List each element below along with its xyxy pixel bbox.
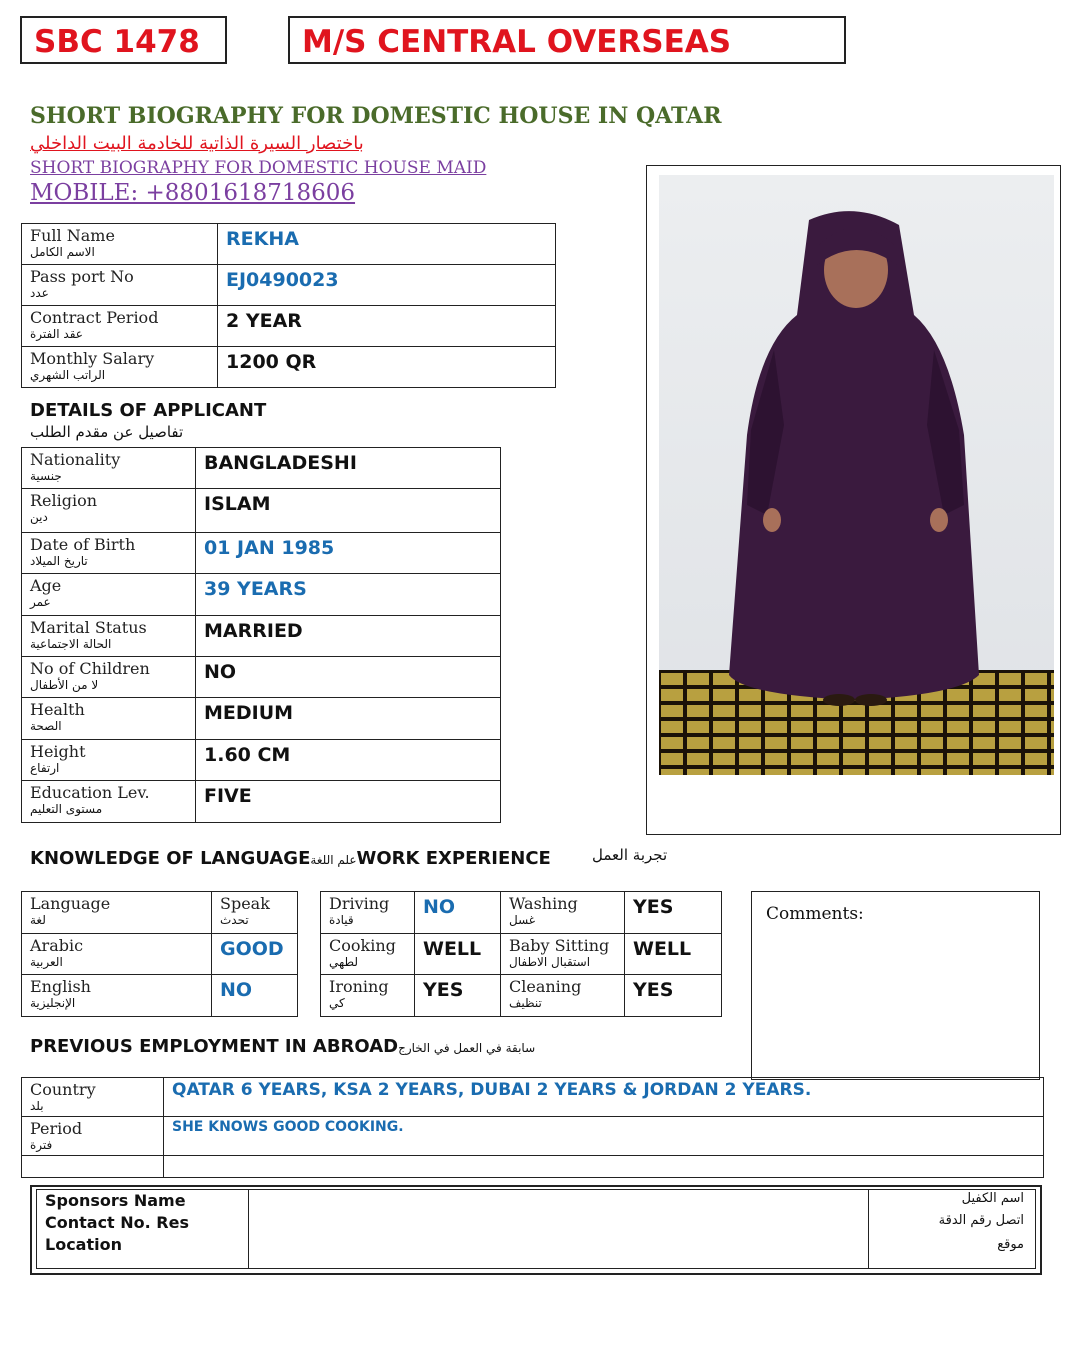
sponsor-input-area[interactable] — [250, 1191, 866, 1267]
knowledge-heading-ar: علم اللغة — [310, 853, 357, 867]
previous-employment-table — [21, 1077, 1044, 1178]
detail-label-ar: مستوى التعليم — [30, 802, 103, 816]
work-skill-label-ar: كي — [329, 996, 345, 1010]
applicant-photo — [659, 175, 1054, 775]
language-label: English — [30, 977, 91, 996]
contract-value: REKHA — [218, 224, 556, 265]
work-skill-label-ar: قيادة — [329, 913, 354, 927]
empty-row — [22, 1156, 1044, 1178]
location-label: Location — [45, 1235, 122, 1254]
detail-label: No of Children — [30, 659, 150, 678]
detail-label: Height — [30, 742, 86, 761]
country-row — [22, 1078, 1044, 1117]
reference-code: SBC 1478 — [34, 24, 200, 60]
speak-header-label: Speak — [220, 894, 270, 913]
agency-name-box — [288, 16, 846, 64]
language-header-row — [22, 892, 298, 934]
contract-value: 2 YEAR — [218, 306, 556, 347]
mobile-number: MOBILE: +8801618718606 — [30, 180, 356, 206]
detail-label-ar: الحالة الاجتماعية — [30, 637, 112, 651]
work-skill-label: Baby Sitting — [509, 936, 610, 955]
country-label-ar: بلد — [30, 1099, 44, 1113]
detail-label-ar: دين — [30, 510, 48, 524]
detail-row — [22, 698, 501, 740]
contract-label-ar: الراتب الشهري — [30, 368, 106, 382]
work-skill-value: WELL — [415, 934, 501, 975]
work-skill-label: Washing — [509, 894, 578, 913]
comments-label: Comments: — [766, 904, 864, 924]
detail-label: Health — [30, 700, 85, 719]
contract-row — [22, 265, 556, 306]
previous-employment-heading — [30, 1036, 535, 1057]
detail-label: Education Lev. — [30, 783, 150, 802]
detail-label-ar: تاريخ الميلاد — [30, 554, 88, 568]
knowledge-heading — [30, 848, 551, 869]
language-row-arabic — [22, 934, 298, 975]
period-value: SHE KNOWS GOOD COOKING. — [164, 1117, 1044, 1156]
work-heading-en: WORK EXPERIENCE — [356, 848, 551, 869]
previous-employment-heading-en: PREVIOUS EMPLOYMENT IN ABROAD — [30, 1036, 399, 1057]
detail-label-ar: ارتفاع — [30, 761, 60, 775]
contract-label-ar: عقد الفترة — [30, 327, 83, 341]
work-heading-arabic: تجربة العمل — [592, 846, 668, 864]
language-row-english — [22, 975, 298, 1017]
detail-label-ar: جنسية — [30, 469, 62, 483]
work-row — [321, 975, 722, 1017]
detail-value: 1.60 CM — [196, 740, 501, 781]
contact-label-ar: اتصل رقم الدقة — [938, 1213, 1024, 1228]
contract-label-ar: الاسم الكامل — [30, 245, 95, 259]
contract-value: EJ0490023 — [218, 265, 556, 306]
speak-header-label-ar: تحدث — [220, 913, 249, 927]
work-skill-label: Ironing — [329, 977, 389, 996]
detail-value: MEDIUM — [196, 698, 501, 740]
page-title: SHORT BIOGRAPHY FOR DOMESTIC HOUSE IN QATAR — [30, 103, 722, 129]
contract-row — [22, 347, 556, 388]
work-skill-value: NO — [415, 892, 501, 934]
contract-value: 1200 QR — [218, 347, 556, 388]
language-value: GOOD — [212, 934, 298, 975]
language-label: Arabic — [30, 936, 84, 955]
work-skill-label-ar: استقبال الاطفال — [509, 955, 591, 969]
detail-label: Religion — [30, 491, 98, 510]
period-label-ar: فترة — [30, 1138, 53, 1152]
sponsor-divider-left — [248, 1189, 249, 1269]
work-skill-label: Cooking — [329, 936, 396, 955]
work-row — [321, 934, 722, 975]
detail-value: 01 JAN 1985 — [196, 533, 501, 574]
detail-row — [22, 740, 501, 781]
work-skill-label-ar: تنظيف — [509, 996, 542, 1010]
detail-value: MARRIED — [196, 616, 501, 657]
work-row — [321, 892, 722, 934]
detail-label: Date of Birth — [30, 535, 136, 554]
comments-box[interactable] — [751, 891, 1040, 1080]
detail-row — [22, 489, 501, 533]
period-row — [22, 1117, 1044, 1156]
contact-label: Contact No. Res — [45, 1213, 189, 1232]
page-title-arabic: باختصار السيرة الذاتية للخادمة البيت الداخلي — [30, 133, 364, 154]
language-value: NO — [212, 975, 298, 1017]
detail-value: ISLAM — [196, 489, 501, 533]
work-skill-value: YES — [625, 892, 722, 934]
country-value: QATAR 6 YEARS, KSA 2 YEARS, DUBAI 2 YEARS & JORDAN 2 YEARS. — [164, 1078, 1044, 1117]
contract-label-ar: عدد — [30, 286, 49, 300]
contract-label: Pass port No — [30, 267, 134, 286]
detail-row — [22, 448, 501, 489]
language-label-ar: العربية — [30, 955, 63, 969]
work-skill-value: YES — [625, 975, 722, 1017]
work-skill-value: WELL — [625, 934, 722, 975]
details-heading: DETAILS OF APPLICANT — [30, 400, 267, 421]
country-label: Country — [30, 1080, 96, 1099]
language-table — [21, 891, 298, 1017]
detail-value: 39 YEARS — [196, 574, 501, 616]
period-label: Period — [30, 1119, 83, 1138]
contract-label: Monthly Salary — [30, 349, 155, 368]
detail-label: Marital Status — [30, 618, 147, 637]
work-experience-table — [320, 891, 722, 1017]
detail-label-ar: الصحة — [30, 719, 62, 733]
reference-code-box — [20, 16, 227, 64]
agency-name: M/S CENTRAL OVERSEAS — [302, 24, 732, 60]
work-skill-value: YES — [415, 975, 501, 1017]
contract-row — [22, 224, 556, 265]
sponsor-divider-right — [868, 1189, 869, 1269]
contract-label: Full Name — [30, 226, 115, 245]
detail-value: FIVE — [196, 781, 501, 823]
details-heading-arabic: تفاصيل عن مقدم الطلب — [30, 423, 184, 441]
detail-value: BANGLADESHI — [196, 448, 501, 489]
sponsor-name-label-ar: اسم الكفيل — [961, 1191, 1024, 1206]
detail-row — [22, 616, 501, 657]
detail-label: Nationality — [30, 450, 121, 469]
detail-value: NO — [196, 657, 501, 698]
contract-table — [21, 223, 556, 388]
detail-row — [22, 574, 501, 616]
page-subtitle: SHORT BIOGRAPHY FOR DOMESTIC HOUSE MAID — [30, 158, 487, 178]
language-header-label: Language — [30, 894, 111, 913]
previous-employment-heading-ar: سابقة في العمل في الخارج — [398, 1041, 536, 1055]
knowledge-heading-en: KNOWLEDGE OF LANGUAGE — [30, 848, 311, 869]
detail-row — [22, 533, 501, 574]
detail-label-ar: لا من الأطفال — [30, 678, 99, 692]
work-skill-label: Cleaning — [509, 977, 582, 996]
work-skill-label-ar: غسل — [509, 913, 536, 927]
contract-label: Contract Period — [30, 308, 159, 327]
detail-label: Age — [30, 576, 62, 595]
detail-row — [22, 781, 501, 823]
location-label-ar: موقع — [997, 1237, 1024, 1252]
work-skill-label-ar: لطهي — [329, 955, 359, 969]
language-label-ar: الإنجليزية — [30, 996, 76, 1010]
work-skill-label: Driving — [329, 894, 390, 913]
detail-row — [22, 657, 501, 698]
language-header-label-ar: لغة — [30, 913, 46, 927]
details-table — [21, 447, 501, 823]
detail-label-ar: عمر — [30, 595, 51, 609]
contract-row — [22, 306, 556, 347]
sponsor-name-label: Sponsors Name — [45, 1191, 186, 1210]
